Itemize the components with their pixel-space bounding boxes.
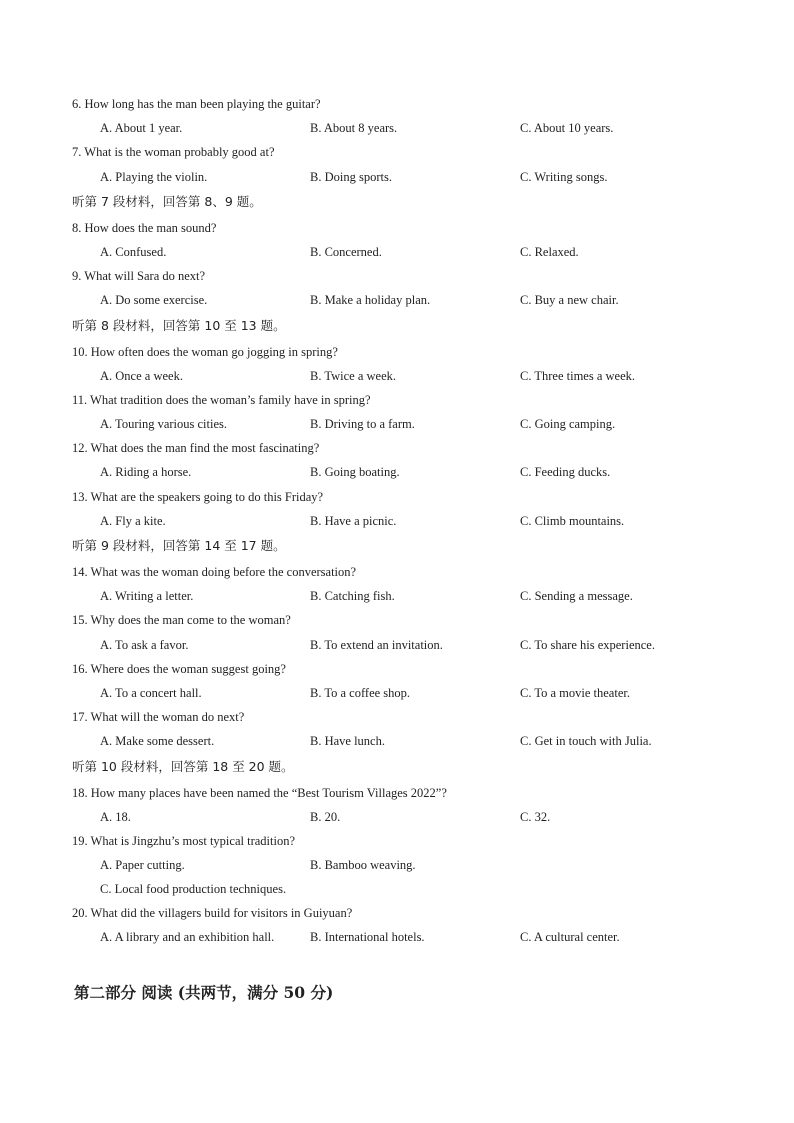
q7-option-b: B. Doing sports. bbox=[310, 170, 392, 184]
part-two-heading: 第二部分 阅读 (共两节，满分 50 分) bbox=[74, 983, 334, 1002]
q7-option-c: C. Writing songs. bbox=[520, 170, 608, 184]
q20-option-b: B. International hotels. bbox=[310, 930, 425, 944]
section-9-instruction: 听第 9 段材料，回答第 14 至 17 题。 bbox=[72, 538, 286, 553]
q13-option-b: B. Have a picnic. bbox=[310, 514, 397, 528]
q17-option-b: B. Have lunch. bbox=[310, 734, 385, 748]
q19-option-a: A. Paper cutting. bbox=[100, 858, 185, 872]
q17-option-c: C. Get in touch with Julia. bbox=[520, 734, 652, 748]
q12-option-c: C. Feeding ducks. bbox=[520, 465, 611, 479]
q12-option-a: A. Riding a horse. bbox=[100, 465, 192, 479]
q14-option-a: A. Writing a letter. bbox=[100, 589, 194, 603]
question-8: 8. How does the man sound? bbox=[72, 221, 217, 235]
q15-option-c: C. To share his experience. bbox=[520, 638, 655, 652]
question-20: 20. What did the villagers build for visitors in Guiyuan? bbox=[72, 906, 353, 920]
question-14: 14. What was the woman doing before the conversation? bbox=[72, 565, 357, 579]
q11-option-c: C. Going camping. bbox=[520, 417, 616, 431]
q20-option-a: A. A library and an exhibition hall. bbox=[100, 930, 275, 944]
q11-option-a: A. Touring various cities. bbox=[100, 417, 228, 431]
question-12: 12. What does the man find the most fascinating? bbox=[72, 441, 320, 455]
q9-option-c: C. Buy a new chair. bbox=[520, 293, 619, 307]
q6-option-a: A. About 1 year. bbox=[100, 121, 183, 135]
q16-option-a: A. To a concert hall. bbox=[100, 686, 202, 700]
q11-option-b: B. Driving to a farm. bbox=[310, 417, 415, 431]
q8-option-b: B. Concerned. bbox=[310, 245, 382, 259]
q19-option-c: C. Local food production techniques. bbox=[100, 882, 287, 896]
q18-option-b: B. 20. bbox=[310, 810, 341, 824]
question-18: 18. How many places have been named the “Best Tourism Villages 2022”? bbox=[72, 786, 447, 800]
question-17: 17. What will the woman do next? bbox=[72, 710, 245, 724]
q19-option-b: B. Bamboo weaving. bbox=[310, 858, 416, 872]
q7-option-a: A. Playing the violin. bbox=[100, 170, 208, 184]
q8-option-a: A. Confused. bbox=[100, 245, 167, 259]
q14-option-b: B. Catching fish. bbox=[310, 589, 395, 603]
section-8-instruction: 听第 8 段材料，回答第 10 至 13 题。 bbox=[72, 318, 286, 333]
q16-option-b: B. To a coffee shop. bbox=[310, 686, 411, 700]
q17-option-a: A. Make some dessert. bbox=[100, 734, 215, 748]
question-10: 10. How often does the woman go jogging in spring? bbox=[72, 345, 338, 359]
q15-option-b: B. To extend an invitation. bbox=[310, 638, 443, 652]
q16-option-c: C. To a movie theater. bbox=[520, 686, 630, 700]
section-7-instruction: 听第 7 段材料，回答第 8、9 题。 bbox=[72, 194, 262, 209]
q12-option-b: B. Going boating. bbox=[310, 465, 400, 479]
q10-option-c: C. Three times a week. bbox=[520, 369, 636, 383]
question-7: 7. What is the woman probably good at? bbox=[72, 145, 275, 159]
q15-option-a: A. To ask a favor. bbox=[100, 638, 189, 652]
q20-option-c: C. A cultural center. bbox=[520, 930, 620, 944]
q10-option-a: A. Once a week. bbox=[100, 369, 183, 383]
q6-option-b: B. About 8 years. bbox=[310, 121, 398, 135]
q9-option-a: A. Do some exercise. bbox=[100, 293, 208, 307]
q18-option-c: C. 32. bbox=[520, 810, 551, 824]
question-9: 9. What will Sara do next? bbox=[72, 269, 206, 283]
q10-option-b: B. Twice a week. bbox=[310, 369, 397, 383]
question-13: 13. What are the speakers going to do this Friday? bbox=[72, 490, 324, 504]
question-19: 19. What is Jingzhu’s most typical tradition? bbox=[72, 834, 296, 848]
q14-option-c: C. Sending a message. bbox=[520, 589, 633, 603]
question-6: 6. How long has the man been playing the guitar? bbox=[72, 97, 321, 111]
q8-option-c: C. Relaxed. bbox=[520, 245, 579, 259]
q13-option-a: A. Fly a kite. bbox=[100, 514, 166, 528]
question-11: 11. What tradition does the woman’s family have in spring? bbox=[72, 393, 371, 407]
q9-option-b: B. Make a holiday plan. bbox=[310, 293, 431, 307]
question-15: 15. Why does the man come to the woman? bbox=[72, 613, 291, 627]
section-10-instruction: 听第 10 段材料，回答第 18 至 20 题。 bbox=[72, 759, 294, 774]
q13-option-c: C. Climb mountains. bbox=[520, 514, 625, 528]
q18-option-a: A. 18. bbox=[100, 810, 131, 824]
q6-option-c: C. About 10 years. bbox=[520, 121, 614, 135]
question-16: 16. Where does the woman suggest going? bbox=[72, 662, 286, 676]
